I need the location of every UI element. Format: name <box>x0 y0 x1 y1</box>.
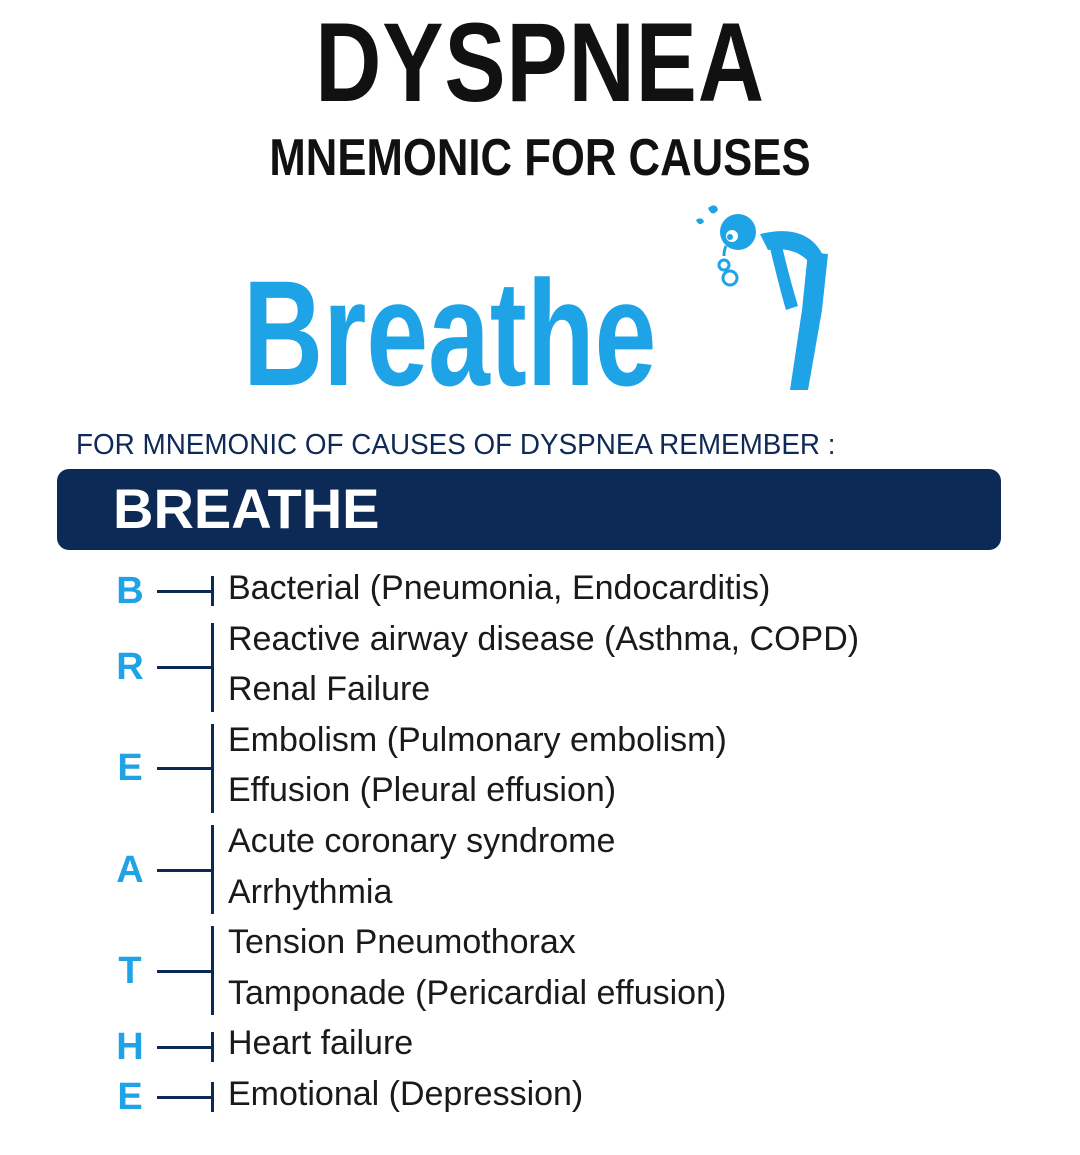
page-subtitle: MNEMONIC FOR CAUSES <box>269 129 811 187</box>
connector-line <box>157 1046 213 1049</box>
mnemonic-letter: H <box>116 1025 144 1068</box>
bracket-line <box>211 623 214 712</box>
mnemonic-group <box>0 617 1080 718</box>
mnemonic-group <box>0 566 1080 617</box>
cause-item: Tension Pneumothorax <box>228 923 576 962</box>
mnemonic-letter: B <box>116 570 144 613</box>
mnemonic-letter: T <box>118 949 142 992</box>
sweat-drop-icon <box>708 205 718 213</box>
mnemonic-group <box>0 920 1080 1021</box>
sweat-drop-icon <box>696 218 704 224</box>
cause-item: Reactive airway disease (Asthma, COPD) <box>228 619 860 658</box>
cause-item: Renal Failure <box>228 670 431 709</box>
connector-line <box>157 666 213 669</box>
mnemonic-group <box>0 1072 1080 1123</box>
head-shape <box>720 214 756 250</box>
mnemonic-banner <box>57 469 1001 550</box>
mnemonic-letter: E <box>117 1076 143 1119</box>
mnemonic-group <box>0 718 1080 819</box>
connector-line <box>157 970 213 973</box>
bracket-line <box>211 926 214 1015</box>
breathe-logo-word: Breathe <box>243 249 657 417</box>
cause-item: Embolism (Pulmonary embolism) <box>228 720 727 759</box>
cause-item: Tamponade (Pericardial effusion) <box>228 973 727 1012</box>
mnemonic-letter: E <box>117 747 143 790</box>
cause-item: Emotional (Depression) <box>228 1075 584 1113</box>
mnemonic-group <box>0 819 1080 920</box>
bracket-line <box>211 1032 214 1062</box>
cause-item: Acute coronary syndrome <box>228 822 616 860</box>
banner-word: BREATHE <box>113 477 380 540</box>
mnemonic-group <box>0 1021 1080 1072</box>
page-title: DYSPNEA <box>315 0 765 125</box>
cause-item: Effusion (Pleural effusion) <box>228 771 617 810</box>
breathless-person-icon <box>690 200 850 400</box>
connector-line <box>157 869 213 872</box>
mnemonic-letter: A <box>116 848 144 891</box>
connector-line <box>157 1096 213 1099</box>
cause-item: Arrhythmia <box>228 872 393 911</box>
connector-line <box>157 767 213 770</box>
cause-item: Bacterial (Pneumonia, Endocarditis) <box>228 569 771 607</box>
remember-instruction: FOR MNEMONIC OF CAUSES OF DYSPNEA REMEMBER : <box>76 429 836 461</box>
bracket-line <box>211 1082 214 1112</box>
bracket-line <box>211 576 214 606</box>
bracket-line <box>211 724 214 813</box>
connector-line <box>157 590 213 593</box>
cause-item: Heart failure <box>228 1024 414 1063</box>
mnemonic-letter: R <box>116 646 144 689</box>
bracket-line <box>211 825 214 914</box>
